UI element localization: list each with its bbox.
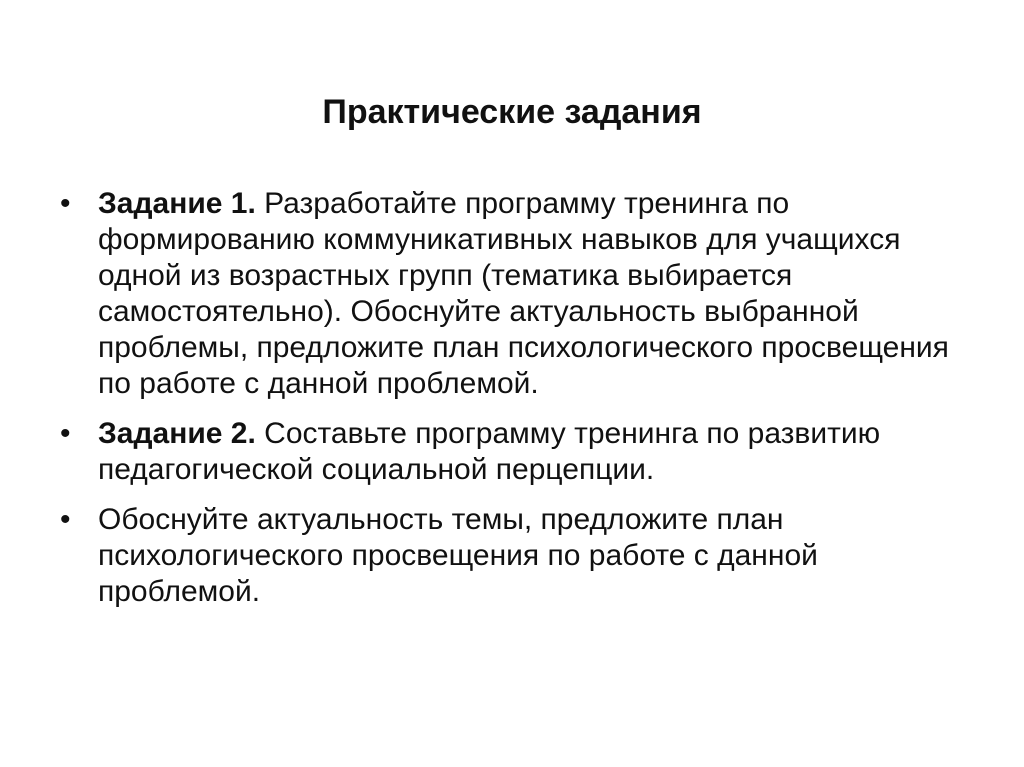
bullet-icon: • [60,187,71,220]
bullet-item-task-2 [54,416,954,488]
bullet-list [54,186,954,624]
bullet-item-task-1 [54,186,954,402]
task-1-label: Задание 1. [98,187,256,220]
task-2-text: Составьте программу тренинга по развитию педагогической социальной перцепции. [98,417,881,486]
justification-text: Обоснуйте актуальность темы, предложите план психологического просвещения по работе с данной проблемой. [98,503,818,608]
bullet-icon: • [60,503,71,536]
bullet-icon: • [60,417,71,450]
bullet-item-justification [54,502,954,610]
task-2-label: Задание 2. [98,417,256,450]
task-1-text: Разработайте программу тренинга по формированию коммуникативных навыков для учащихся одной из возрастных групп (тематика выбирается самостоятельно). Обоснуйте актуальность выбранной проблемы, предложите план психологического просвещения по работе с данной проблемой. [98,187,949,400]
slide-title: Практические задания [322,93,702,131]
